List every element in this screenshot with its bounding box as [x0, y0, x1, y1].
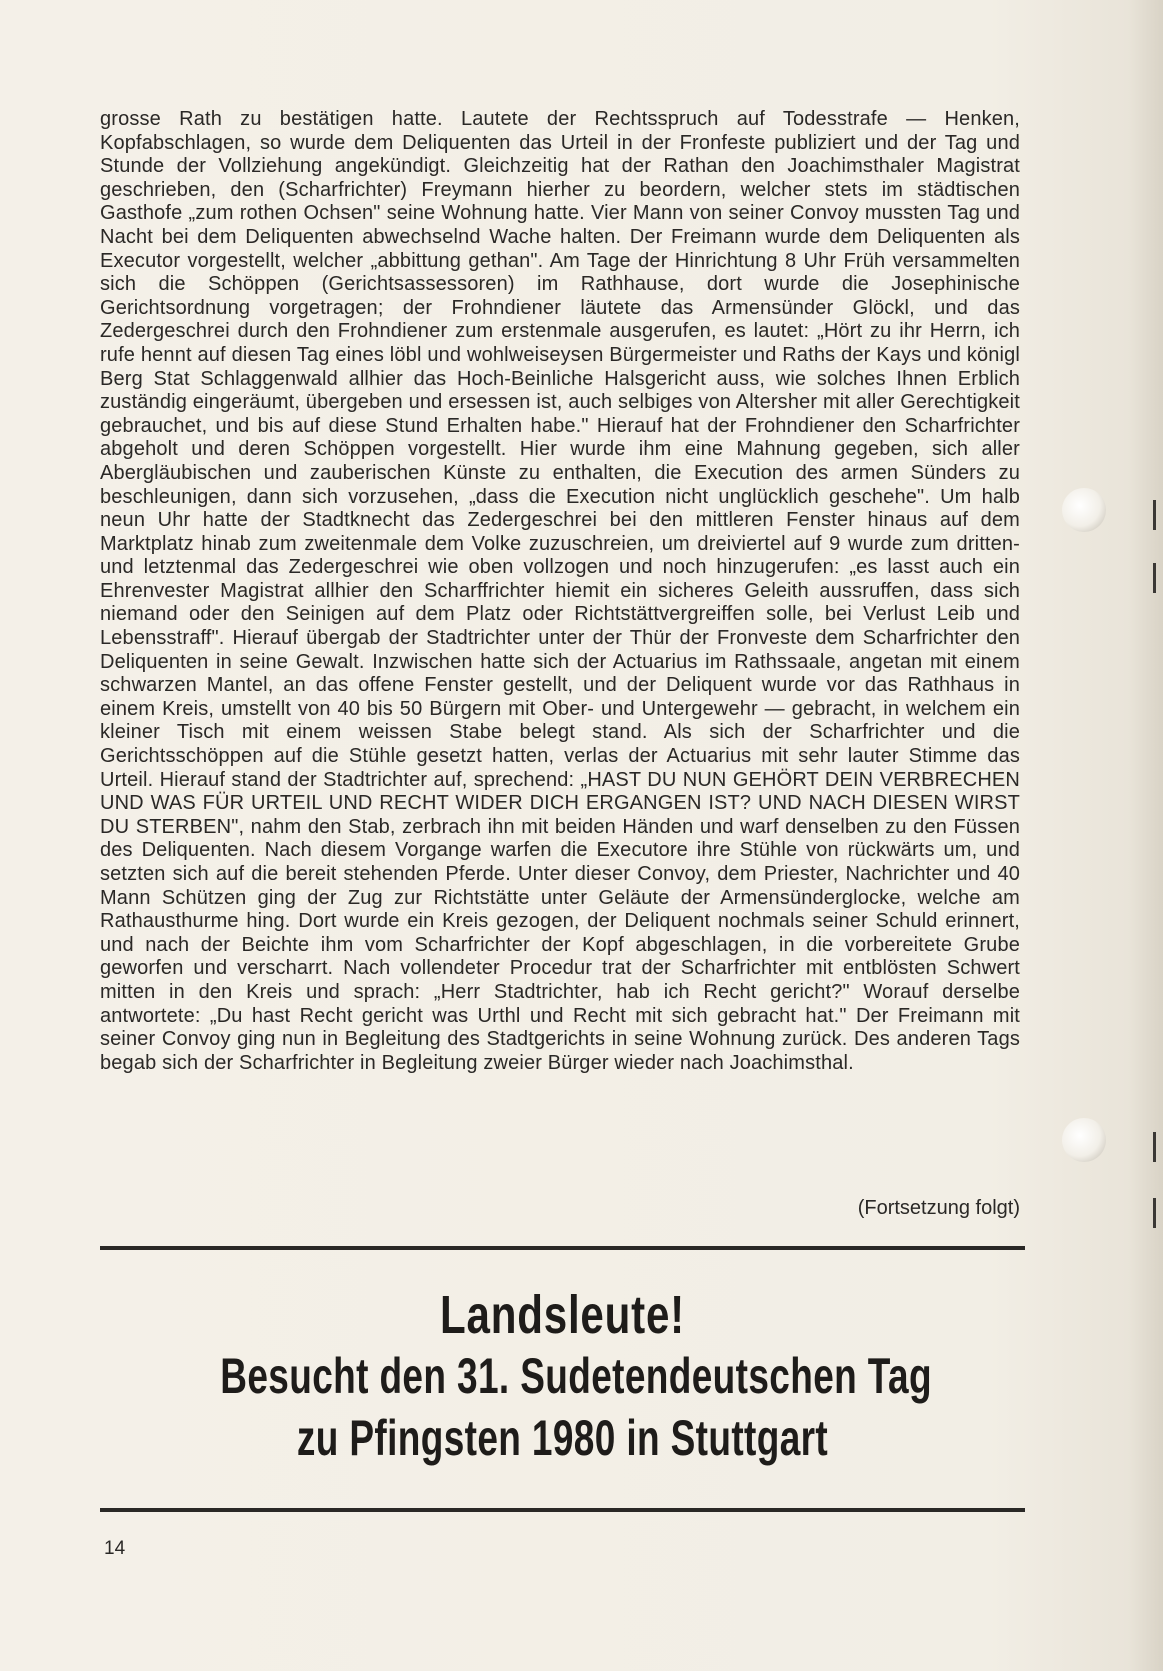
punch-hole-icon: [1062, 488, 1106, 532]
binding-mark: [1153, 500, 1156, 530]
page-number: 14: [104, 1538, 126, 1559]
binding-mark: [1153, 1132, 1156, 1162]
article-body: [100, 108, 1020, 1075]
banner-line-3: zu Pfingsten 1980 in Stuttgart: [296, 1410, 829, 1466]
banner-line-2: Besucht den 31. Sudetendeutschen Tag: [220, 1348, 932, 1404]
banner-headline: Landsleute!: [440, 1285, 685, 1345]
punch-hole-icon: [1062, 1118, 1106, 1162]
divider-bottom: [100, 1508, 1025, 1512]
continuation-note: (Fortsetzung folgt): [857, 1197, 1020, 1219]
divider-top: [100, 1246, 1025, 1250]
article-paragraph: grosse Rath zu bestätigen hatte. Lautete der Rechtsspruch auf Todesstrafe — Henken, Kopfabschlagen, so wurde dem Deliquenten das Urteil in der Fronfeste publiziert und der Tag und Stunde der Vollziehung angekündigt. Gleichzeitig hat der Rathan den Joachimsthaler Magistrat geschrieben, den (Scharfrichter) Freymann hierher zu beordern, welcher stets im städtischen Gasthofe „zum rothen Ochsen" seine Wohnung hatte. Vier Mann von seiner Convoy mussten Tag und Nacht bei dem Deliquenten abwechselnd Wache halten. Der Freimann wurde dem Deliquenten als Executor vorgestellt, welcher „abbittung gethan". Am Tage der Hinrichtung 8 Uhr Früh versammelten sich die Schöppen (Gerichtsassessoren) im Rathhause, dort wurde die Josephinische Gerichtsordnung vorgetragen; der Frohndiener läutete das Armensünder Glöckl, und das Zedergeschrei durch den Frohndiener zum erstenmale ausgerufen, es lautet: „Hört zu ihr Herrn, ich rufe hennt auf diesen Tag eines löbl und wohlweiseysen Bürgermeister und Raths der Kays und königl Berg Stat Schlaggenwald allhier das Hoch-Beinliche Halsgericht auss, wie solches Ihnen Erblich zuständig eingeräumt, übergeben und ersessen ist, auch selbiges von Altersher mit aller Gerechtigkeit gebrauchet, und bis auf diese Stund Erhalten habe." Hierauf hat der Frohndiener den Scharfrichter abgeholt und deren Schöppen vorgestellt. Hier wurde ihm eine Mahnung gegeben, sich aller Abergläubischen und zauberischen Künste zu enthalten, die Execution des armen Sünders zu beschleunigen, dann sich vorzusehen, „dass die Execution nicht unglücklich geschehe". Um halb neun Uhr hatte der Stadtknecht das Zedergeschrei bei den mittleren Fenster hinaus auf dem Marktplatz hinab zum zweitenmale dem Volke zuzuschreien, um dreiviertel auf 9 wurde zum dritten- und letztenmal das Zedergeschrei wie oben vollzogen und noch hinzugerufen: „es lasst auch ein Ehrenvester Magistrat allhier den Scharffrichter hiemit ein sicheres Geleith aussruffen, dass sich niemand oder den Seinigen auf dem Platz oder Richtstättvergreiffen solle, bei Verlust Leib und Lebensstraff". Hierauf übergab der Stadtrichter unter der Thür der Fronveste dem Scharfrichter den Deliquenten in seine Gewalt. Inzwischen hatte sich der Actuarius im Rathssaale, angetan mit einem schwarzen Mantel, an das offene Fenster gestellt, und der Deliquent wurde vor das Rathhaus in einem Kreis, umstellt von 40 bis 50 Bürgern mit Ober- und Untergewehr — gebracht, in welchem ein kleiner Tisch mit einem weissen Stabe belegt stand. Als sich der Scharfrichter und die Gerichtsschöppen auf die Stühle gesetzt hatten, verlas der Actuarius mit sehr lauter Stimme das Urteil. Hierauf stand der Stadtrichter auf, sprechend: „HAST DU NUN GEHÖRT DEIN VERBRECHEN UND WAS FÜR URTEIL UND RECHT WIDER DICH ERGANGEN IST? UND NACH DIESEN WIRST DU STERBEN", nahm den Stab, zerbrach ihn mit beiden Händen und warf denselben zu den Füssen des Deliquenten. Nach diesem Vorgange warfen die Executore ihre Stühle von rückwärts um, und setzten sich auf die bereit stehenden Pferde. Unter dieser Convoy, dem Priester, Nachrichter und 40 Mann Schützen ging der Zug zur Richtstätte unter Geläute der Armensünderglocke, welche am Rathausthurme hing. Dort wurde ein Kreis gezogen, der Deliquent nochmals seiner Schuld erinnert, und nach der Beichte ihm vom Scharfrichter der Kopf abgeschlagen, in die vorbereitete Grube geworfen und verscharrt. Nach vollendeter Procedur trat der Scharfrichter mit entblösten Schwert mitten in den Kreis und sprach: „Herr Stadtrichter, hab ich Recht gericht?" Worauf derselbe antwortete: „Du hast Recht gericht was Urthl und Recht mit sich gebracht hat." Der Freimann mit seiner Convoy ging nun in Begleitung des Stadtgerichts in seine Wohnung zurück. Des anderen Tags begab sich der Scharfrichter in Begleitung zweier Bürger wieder nach Joachimsthal.: [100, 108, 1020, 1074]
event-banner: [100, 1285, 1025, 1469]
binding-mark: [1153, 1198, 1156, 1228]
binding-mark: [1153, 563, 1156, 593]
